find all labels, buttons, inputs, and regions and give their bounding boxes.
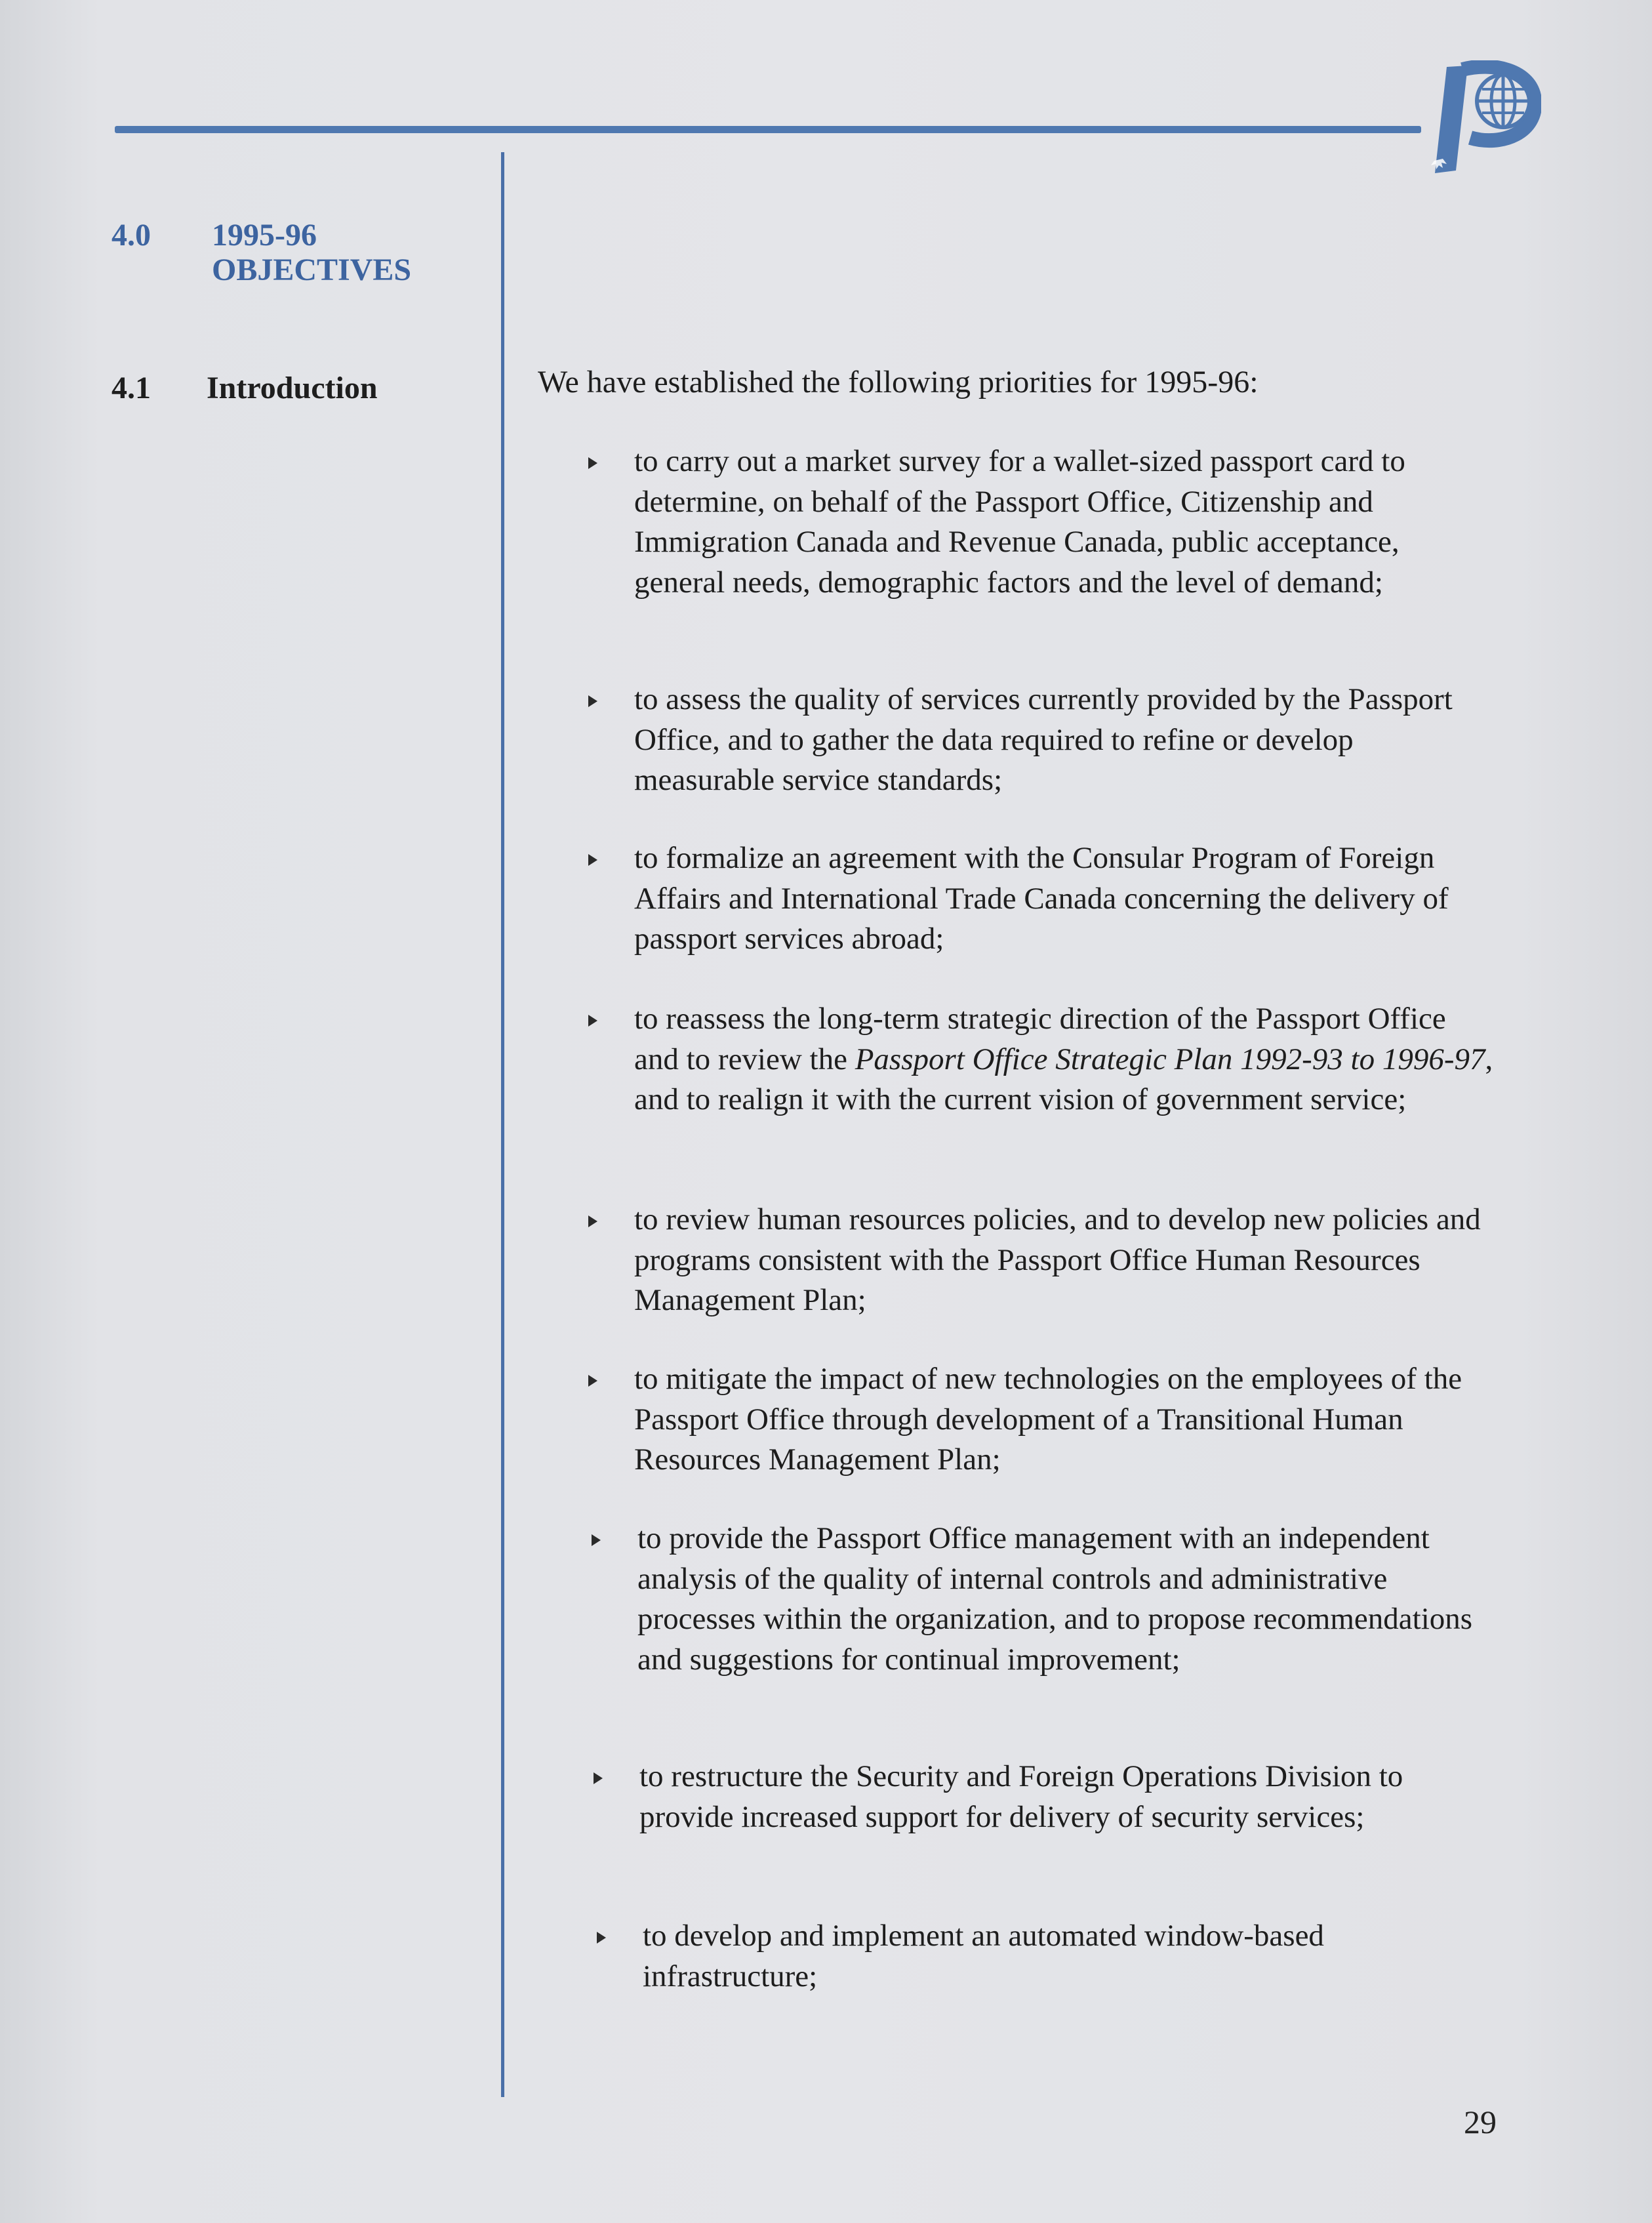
list-item-text-part: to reassess the long-term strategic direction of the Passport Office and to review the <box>634 1002 1446 1076</box>
bullet-arrow-icon <box>588 1015 597 1027</box>
list-item <box>637 1519 1497 1680</box>
list-item <box>634 441 1493 603</box>
list-item-text: to restructure the Security and Foreign Operations Division to provide increased support for delivery of security services; <box>639 1759 1403 1834</box>
list-item-text <box>634 999 1493 1120</box>
section-title-line2: OBJECTIVES <box>212 253 412 287</box>
header-rule <box>115 126 1421 133</box>
list-item-text: to review human resources policies, and to develop new policies and programs consistent with the Passport Office Human Resources Management Plan; <box>634 1202 1481 1317</box>
bullet-arrow-icon <box>588 1215 597 1227</box>
list-item <box>634 1359 1493 1480</box>
list-item-text-part: , and to realign it with the current vision of government service; <box>634 1042 1493 1116</box>
bullet-arrow-icon <box>588 1375 597 1387</box>
list-item-text: to provide the Passport Office management with an independent analysis of the quality of internal controls and administrative processes within the organization, and to propose recommendations and suggestions for continual improvement; <box>637 1521 1473 1677</box>
column-divider <box>501 152 504 2097</box>
plan-title-italic: Passport Office Strategic Plan 1992-93 to 1996-97 <box>855 1042 1485 1076</box>
bullet-arrow-icon <box>594 1772 603 1784</box>
section-title-line1: 1995-96 <box>212 218 317 253</box>
list-item-text: to develop and implement an automated window-based infrastructure; <box>643 1919 1324 1993</box>
page-number: 29 <box>1464 2104 1497 2140</box>
list-item <box>634 838 1493 960</box>
bullet-arrow-icon <box>588 854 597 866</box>
passport-office-logo-icon <box>1430 60 1541 178</box>
list-item <box>634 999 1493 1120</box>
list-item <box>643 1916 1502 1997</box>
section-number: 4.0 <box>111 218 151 253</box>
subsection-number: 4.1 <box>111 371 151 405</box>
bullet-arrow-icon <box>592 1534 601 1546</box>
list-item <box>634 680 1493 801</box>
list-item-text: to carry out a market survey for a wallet-sized passport card to determine, on behalf of the Passport Office, Citizenship and Immigration Canada and Revenue Canada, public acceptance, general needs, demographic factors and the level of demand; <box>634 444 1405 600</box>
list-item <box>639 1757 1499 1837</box>
list-item-text: to mitigate the impact of new technologies on the employees of the Passport Office through development of a Transitional Human Resources Management Plan; <box>634 1362 1462 1477</box>
subsection-title: Introduction <box>207 371 378 405</box>
list-item-text: to formalize an agreement with the Consular Program of Foreign Affairs and International Trade Canada concerning the delivery of passport services abroad; <box>634 841 1449 956</box>
intro-sentence: We have established the following priorities for 1995-96: <box>538 365 1259 399</box>
bullet-arrow-icon <box>588 695 597 707</box>
list-item-text: to assess the quality of services currently provided by the Passport Office, and to gather the data required to refine or develop measurable service standards; <box>634 682 1453 797</box>
bullet-arrow-icon <box>588 457 597 469</box>
list-item <box>634 1200 1493 1321</box>
bullet-arrow-icon <box>597 1932 606 1944</box>
